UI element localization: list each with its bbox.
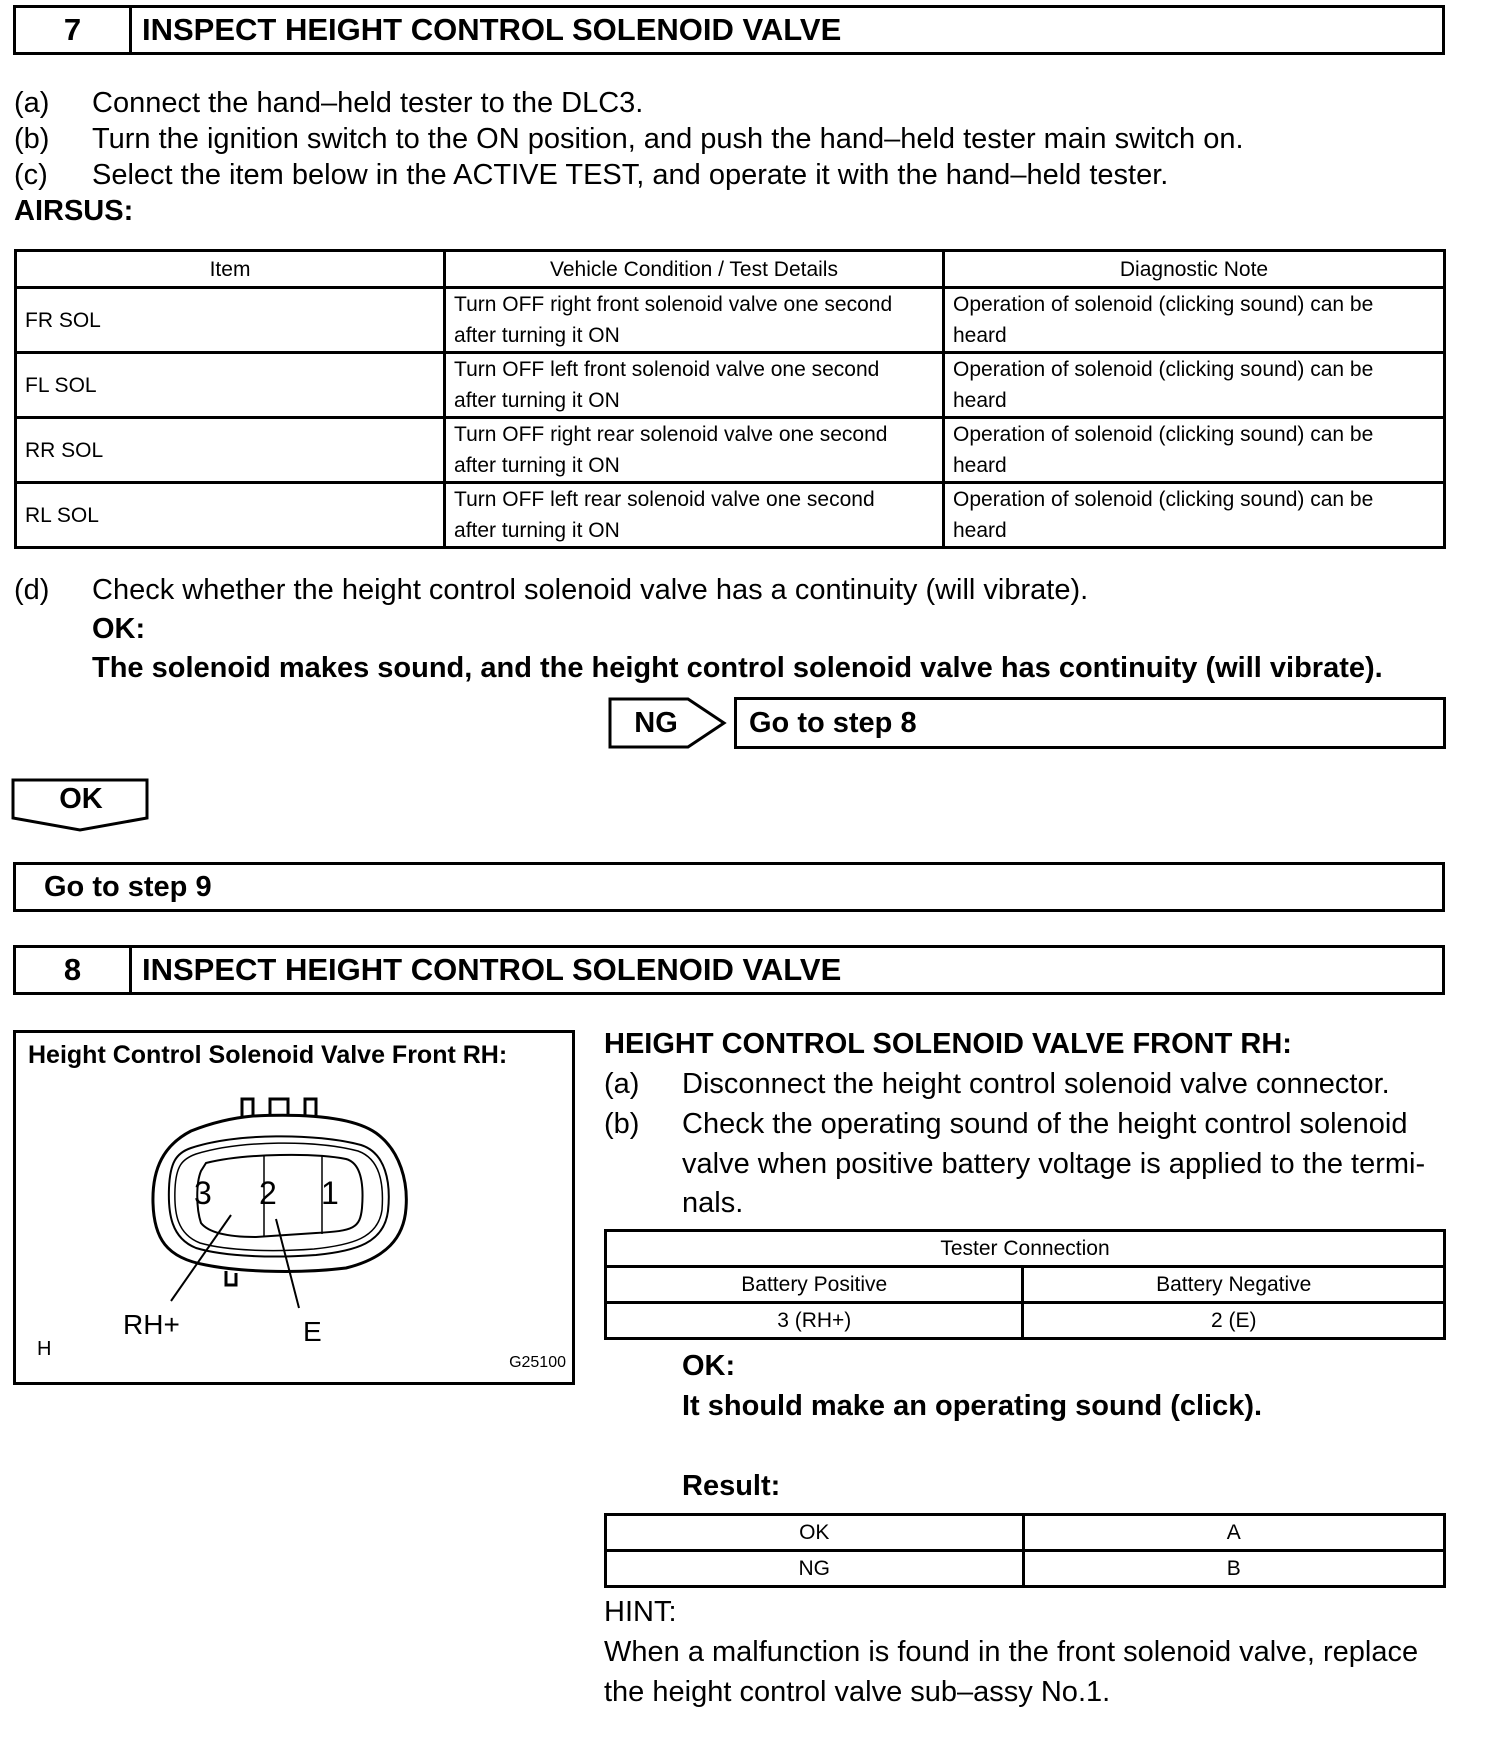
instruction-c <box>14 157 1169 193</box>
result-table <box>604 1513 1446 1588</box>
hint-text: When a malfunction is found in the front solenoid valve, replace <box>604 1636 1419 1668</box>
table-row <box>606 1515 1445 1551</box>
step-title: INSPECT HEIGHT CONTROL SOLENOID VALVE <box>142 12 842 47</box>
item-cell: RR SOL <box>16 418 445 483</box>
cell-line: Operation of solenoid (clicking sound) can be <box>953 293 1374 316</box>
table-row <box>606 1303 1445 1339</box>
ng-branch[interactable] <box>608 697 1446 749</box>
cell-line: Turn OFF left rear solenoid valve one second <box>454 488 875 511</box>
instruction-b <box>14 121 1244 157</box>
item-cell: FL SOL <box>16 353 445 418</box>
item-cell: FR SOL <box>16 288 445 353</box>
ok-criteria: It should make an operating sound (click). <box>682 1390 1263 1422</box>
instruction-text: Check the operating sound of the height control solenoid <box>682 1108 1408 1140</box>
step-title: INSPECT HEIGHT CONTROL SOLENOID VALVE <box>142 952 842 987</box>
instruction-d <box>14 572 1089 608</box>
note-cell <box>944 353 1445 418</box>
hint-text: the height control valve sub–assy No.1. <box>604 1676 1111 1708</box>
result-condition: NG <box>606 1551 1024 1587</box>
table-caption: AIRSUS: <box>14 195 134 227</box>
ng-tag: NG <box>634 706 678 739</box>
instruction-text: Turn the ignition switch to the ON position, and push the hand–held tester main switch on. <box>92 123 1244 155</box>
column-header: Diagnostic Note <box>944 251 1445 288</box>
cell-line: Operation of solenoid (clicking sound) can be <box>953 423 1374 446</box>
step-7-header <box>13 5 1445 55</box>
item-cell: RL SOL <box>16 483 445 548</box>
instruction-text: Select the item below in the ACTIVE TEST, and operate it with the hand–held tester. <box>92 159 1169 191</box>
instruction-label: (c) <box>14 159 48 191</box>
cell-line: Operation of solenoid (clicking sound) can be <box>953 358 1374 381</box>
cell-line: Turn OFF right front solenoid valve one second <box>454 293 893 316</box>
table-row <box>16 418 1445 483</box>
ok-tag: OK <box>59 782 103 815</box>
cell-line: heard <box>953 389 1007 412</box>
corner-mark: H <box>37 1338 52 1360</box>
instruction-text: valve when positive battery voltage is applied to the termi- <box>682 1148 1426 1180</box>
column-header: Battery Positive <box>606 1267 1023 1303</box>
result-code: A <box>1023 1515 1444 1551</box>
go-to-step-9-link[interactable]: Go to step 9 <box>13 862 1445 912</box>
column-header: Vehicle Condition / Test Details <box>445 251 944 288</box>
positive-terminal: 3 (RH+) <box>606 1303 1023 1339</box>
step-number: 8 <box>16 948 132 992</box>
result-code: B <box>1023 1551 1444 1587</box>
solenoid-connector-icon <box>16 1033 572 1382</box>
instruction-label: (d) <box>14 574 50 606</box>
instruction-text: Check whether the height control solenoid valve has a continuity (will vibrate). <box>92 574 1089 606</box>
instruction-label: (b) <box>14 123 50 155</box>
figure-title: Height Control Solenoid Valve Front RH: <box>28 1041 508 1069</box>
ok-label: OK: <box>92 613 146 645</box>
instruction-label: (a) <box>604 1068 640 1100</box>
condition-cell <box>445 288 944 353</box>
column-header: Item <box>16 251 445 288</box>
table-header-row <box>16 251 1445 288</box>
instruction-b <box>604 1106 1408 1142</box>
table-row <box>606 1551 1445 1587</box>
instruction-a <box>14 85 644 121</box>
cell-line: after turning it ON <box>454 519 620 542</box>
go-to-step-8-link[interactable]: Go to step 8 <box>734 697 1446 749</box>
table-row <box>16 483 1445 548</box>
instruction-label: (a) <box>14 87 50 119</box>
instruction-label: (b) <box>604 1108 640 1140</box>
column-header: Battery Negative <box>1023 1267 1445 1303</box>
cell-line: heard <box>953 324 1007 347</box>
cell-line: Turn OFF left front solenoid valve one second <box>454 358 880 381</box>
e-label: E <box>303 1316 322 1347</box>
cell-line: after turning it ON <box>454 389 620 412</box>
cell-line: heard <box>953 454 1007 477</box>
step-8-header <box>13 945 1445 995</box>
terminal-3-label: 3 <box>194 1175 212 1211</box>
instruction-text: Disconnect the height control solenoid valve connector. <box>682 1068 1390 1100</box>
condition-cell <box>445 418 944 483</box>
terminal-2-label: 2 <box>259 1175 277 1211</box>
result-condition: OK <box>606 1515 1024 1551</box>
cell-line: Operation of solenoid (clicking sound) can be <box>953 488 1374 511</box>
cell-line: heard <box>953 519 1007 542</box>
table-title: Tester Connection <box>606 1231 1445 1267</box>
hint-label: HINT: <box>604 1596 677 1628</box>
rh-plus-label: RH+ <box>123 1309 180 1340</box>
cell-line: after turning it ON <box>454 324 620 347</box>
cell-line: Turn OFF right rear solenoid valve one second <box>454 423 888 446</box>
ok-label: OK: <box>682 1350 736 1382</box>
connector-figure <box>13 1030 575 1385</box>
instruction-text: Connect the hand–held tester to the DLC3. <box>92 87 644 119</box>
active-test-table <box>14 249 1446 549</box>
step-number: 7 <box>16 8 132 52</box>
ok-criteria: The solenoid makes sound, and the height control solenoid valve has continuity (will vibrate). <box>92 652 1383 684</box>
table-row <box>16 353 1445 418</box>
instruction-a <box>604 1066 1390 1102</box>
terminal-1-label: 1 <box>321 1175 339 1211</box>
tester-connection-table <box>604 1229 1446 1340</box>
table-row <box>16 288 1445 353</box>
instruction-text: nals. <box>682 1187 744 1219</box>
condition-cell <box>445 483 944 548</box>
result-label: Result: <box>682 1470 781 1502</box>
note-cell <box>944 288 1445 353</box>
condition-cell <box>445 353 944 418</box>
section-subtitle: HEIGHT CONTROL SOLENOID VALVE FRONT RH: <box>604 1028 1292 1060</box>
negative-terminal: 2 (E) <box>1023 1303 1445 1339</box>
figure-id: G25100 <box>509 1354 566 1371</box>
cell-line: after turning it ON <box>454 454 620 477</box>
note-cell <box>944 418 1445 483</box>
note-cell <box>944 483 1445 548</box>
